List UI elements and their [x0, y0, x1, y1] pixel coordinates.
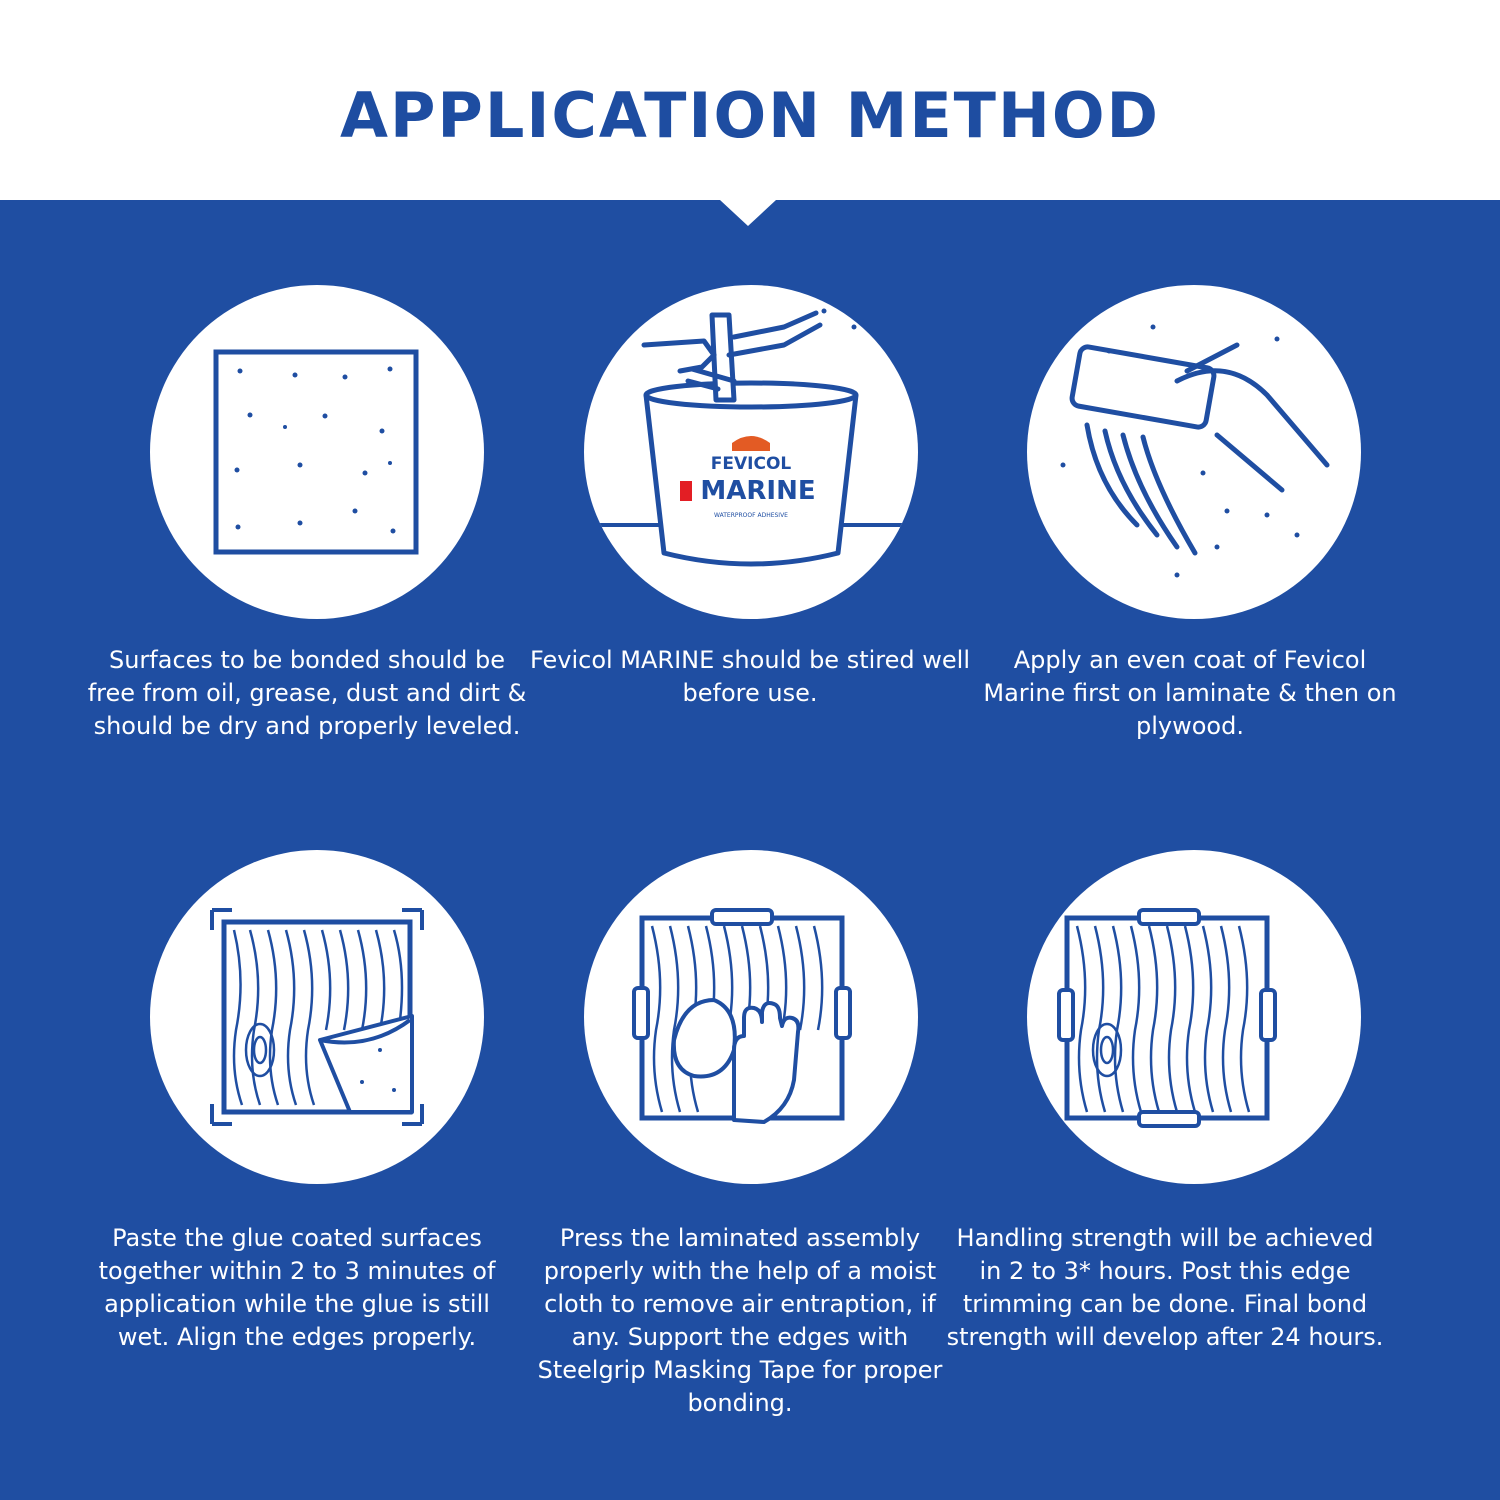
- spreading-hand-icon: [1027, 285, 1361, 619]
- step-2-caption: Fevicol MARINE should be stired well before use.: [530, 646, 970, 707]
- step-3-illustration: [1027, 285, 1361, 619]
- step-5-illustration: [584, 850, 918, 1184]
- stirring-bucket-icon: [584, 285, 918, 619]
- step-2-illustration: [584, 285, 918, 619]
- header: [0, 0, 1500, 200]
- step-4-caption: Paste the glue coated surfaces together within 2 to 3 minutes of application while the glue is still wet. Align the edges properly.: [98, 1224, 496, 1351]
- step-5-caption: Press the laminated assembly properly with the help of a moist cloth to remove air entraption, if any. Support the edges with Steelgrip Masking Tape for proper bonding.: [537, 1224, 943, 1417]
- step-1-caption: Surfaces to be bonded should be free from oil, grease, dust and dirt & should be dry and properly leveled.: [87, 646, 527, 740]
- step-6-illustration: [1027, 850, 1361, 1184]
- peeling-laminate-icon: [150, 850, 484, 1184]
- step-1-illustration: [150, 285, 484, 619]
- page-title: APPLICATION METHOD: [339, 79, 1161, 152]
- step-6-caption: Handling strength will be achieved in 2 to 3* hours. Post this edge trimming can be done. Final bond strength will develop after 24 hours.: [946, 1224, 1384, 1351]
- product-tagline: WATERPROOF ADHESIVE: [714, 512, 788, 519]
- product-name: MARINE: [700, 476, 816, 506]
- step-3-caption: Apply an even coat of Fevicol Marine first on laminate & then on plywood.: [983, 646, 1397, 740]
- pressing-cloth-icon: [584, 850, 918, 1184]
- pointer-notch-icon: [720, 188, 776, 228]
- taped-laminate-icon: [1027, 850, 1361, 1184]
- dusty-surface-icon: [150, 285, 484, 619]
- product-brand: FEVICOL: [710, 454, 792, 474]
- step-4-illustration: [150, 850, 484, 1184]
